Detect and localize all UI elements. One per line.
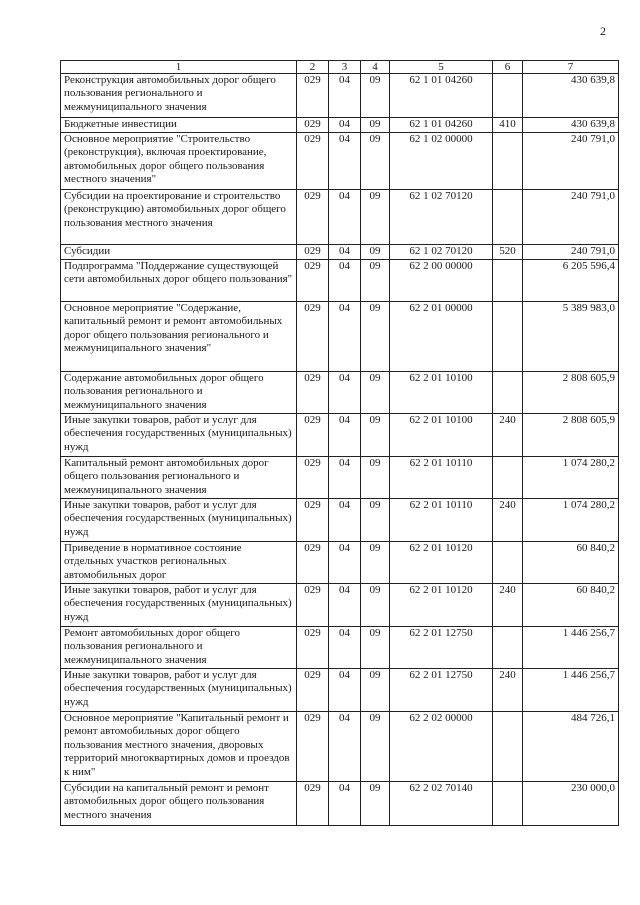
row-amount-cell: 430 639,8: [523, 118, 619, 133]
row-subsection-cell: 09: [361, 118, 390, 133]
header-cell: 4: [361, 61, 390, 74]
row-target-cell: 62 2 01 00000: [390, 302, 493, 372]
header-cell: 5: [390, 61, 493, 74]
table-row: [61, 190, 619, 245]
row-subsection-cell: 09: [361, 372, 390, 414]
row-code-cell: 029: [297, 712, 329, 782]
row-type-cell: 410: [493, 118, 523, 133]
row-subsection-cell: 09: [361, 669, 390, 712]
row-code-cell: 029: [297, 414, 329, 457]
row-subsection-cell: 09: [361, 245, 390, 260]
row-type-cell: [493, 74, 523, 118]
row-amount-cell: 430 639,8: [523, 74, 619, 118]
row-name-cell: Подпрограмма "Поддержание существующей сети автомобильных дорог общего пользования": [61, 260, 297, 302]
row-amount-cell: 230 000,0: [523, 782, 619, 826]
row-section-cell: 04: [329, 118, 361, 133]
row-code-cell: 029: [297, 245, 329, 260]
row-amount-cell: 6 205 596,4: [523, 260, 619, 302]
row-name-cell: Субсидии: [61, 245, 297, 260]
row-target-cell: 62 2 01 10110: [390, 499, 493, 542]
header-row: [61, 61, 619, 74]
row-subsection-cell: 09: [361, 782, 390, 826]
row-name-cell: Капитальный ремонт автомобильных дорог общего пользования регионального и межмуниципального значения: [61, 457, 297, 499]
row-section-cell: 04: [329, 133, 361, 190]
row-code-cell: 029: [297, 584, 329, 627]
row-subsection-cell: 09: [361, 302, 390, 372]
row-name-cell: Иные закупки товаров, работ и услуг для обеспечения государственных (муниципальных) нужд: [61, 669, 297, 712]
row-type-cell: 240: [493, 669, 523, 712]
row-name-cell: Основное мероприятие "Содержание, капитальный ремонт и ремонт автомобильных дорог общего пользования регионального и межмуниципального значения": [61, 302, 297, 372]
row-target-cell: 62 2 01 12750: [390, 627, 493, 669]
row-section-cell: 04: [329, 457, 361, 499]
row-subsection-cell: 09: [361, 542, 390, 584]
row-code-cell: 029: [297, 669, 329, 712]
row-code-cell: 029: [297, 457, 329, 499]
row-type-cell: [493, 133, 523, 190]
row-subsection-cell: 09: [361, 260, 390, 302]
row-subsection-cell: 09: [361, 457, 390, 499]
row-amount-cell: 2 808 605,9: [523, 414, 619, 457]
row-target-cell: 62 1 02 70120: [390, 245, 493, 260]
row-section-cell: 04: [329, 584, 361, 627]
row-section-cell: 04: [329, 542, 361, 584]
row-type-cell: [493, 260, 523, 302]
row-section-cell: 04: [329, 782, 361, 826]
row-subsection-cell: 09: [361, 499, 390, 542]
row-code-cell: 029: [297, 372, 329, 414]
row-code-cell: 029: [297, 499, 329, 542]
row-target-cell: 62 2 01 12750: [390, 669, 493, 712]
header-cell: 7: [523, 61, 619, 74]
row-type-cell: [493, 372, 523, 414]
row-type-cell: [493, 542, 523, 584]
row-target-cell: 62 2 00 00000: [390, 260, 493, 302]
row-code-cell: 029: [297, 133, 329, 190]
row-section-cell: 04: [329, 414, 361, 457]
table-row: [61, 782, 619, 826]
row-name-cell: Содержание автомобильных дорог общего пользования регионального и межмуниципального значения: [61, 372, 297, 414]
row-amount-cell: 240 791,0: [523, 190, 619, 245]
table-row: [61, 627, 619, 669]
table-row: [61, 372, 619, 414]
row-subsection-cell: 09: [361, 627, 390, 669]
row-name-cell: Основное мероприятие "Строительство (реконструкция), включая проектирование, автомобильных дорог общего пользования местного значения": [61, 133, 297, 190]
table-row: [61, 669, 619, 712]
row-section-cell: 04: [329, 712, 361, 782]
row-target-cell: 62 2 02 70140: [390, 782, 493, 826]
row-name-cell: Ремонт автомобильных дорог общего пользования регионального и межмуниципального значения: [61, 627, 297, 669]
table-row: [61, 414, 619, 457]
row-code-cell: 029: [297, 118, 329, 133]
row-section-cell: 04: [329, 74, 361, 118]
row-target-cell: 62 1 02 00000: [390, 133, 493, 190]
table-row: [61, 74, 619, 118]
row-subsection-cell: 09: [361, 190, 390, 245]
row-target-cell: 62 2 01 10120: [390, 542, 493, 584]
row-section-cell: 04: [329, 627, 361, 669]
row-section-cell: 04: [329, 372, 361, 414]
row-code-cell: 029: [297, 74, 329, 118]
row-amount-cell: 484 726,1: [523, 712, 619, 782]
row-type-cell: [493, 712, 523, 782]
header-cell: 1: [61, 61, 297, 74]
row-amount-cell: 1 446 256,7: [523, 627, 619, 669]
row-amount-cell: 1 446 256,7: [523, 669, 619, 712]
row-type-cell: 240: [493, 499, 523, 542]
row-amount-cell: 240 791,0: [523, 245, 619, 260]
row-target-cell: 62 1 01 04260: [390, 74, 493, 118]
row-subsection-cell: 09: [361, 414, 390, 457]
row-name-cell: Субсидии на капитальный ремонт и ремонт автомобильных дорог общего пользования местного значения: [61, 782, 297, 826]
table-row: [61, 260, 619, 302]
table-row: [61, 712, 619, 782]
header-cell: 6: [493, 61, 523, 74]
row-code-cell: 029: [297, 627, 329, 669]
table-row: [61, 133, 619, 190]
row-amount-cell: 60 840,2: [523, 542, 619, 584]
row-name-cell: Иные закупки товаров, работ и услуг для обеспечения государственных (муниципальных) нужд: [61, 414, 297, 457]
row-target-cell: 62 2 01 10110: [390, 457, 493, 499]
page-number: 2: [600, 24, 606, 38]
row-section-cell: 04: [329, 245, 361, 260]
row-name-cell: Субсидии на проектирование и строительство (реконструкцию) автомобильных дорог общего пользования местного значения: [61, 190, 297, 245]
row-code-cell: 029: [297, 542, 329, 584]
row-type-cell: [493, 457, 523, 499]
row-code-cell: 029: [297, 302, 329, 372]
header-cell: 3: [329, 61, 361, 74]
row-subsection-cell: 09: [361, 584, 390, 627]
table-body: [61, 74, 619, 826]
row-target-cell: 62 2 02 00000: [390, 712, 493, 782]
row-target-cell: 62 2 01 10100: [390, 372, 493, 414]
row-type-cell: [493, 302, 523, 372]
row-name-cell: Реконструкция автомобильных дорог общего пользования регионального и межмуниципального значения: [61, 74, 297, 118]
row-name-cell: Приведение в нормативное состояние отдельных участков региональных автомобильных дорог: [61, 542, 297, 584]
row-type-cell: 240: [493, 414, 523, 457]
header-cell: 2: [297, 61, 329, 74]
row-subsection-cell: 09: [361, 712, 390, 782]
table-row: [61, 302, 619, 372]
row-section-cell: 04: [329, 669, 361, 712]
row-name-cell: Иные закупки товаров, работ и услуг для обеспечения государственных (муниципальных) нужд: [61, 499, 297, 542]
row-type-cell: [493, 782, 523, 826]
row-type-cell: [493, 190, 523, 245]
row-amount-cell: 60 840,2: [523, 584, 619, 627]
row-amount-cell: 240 791,0: [523, 133, 619, 190]
budget-table: [60, 60, 619, 826]
table-row: [61, 542, 619, 584]
row-amount-cell: 5 389 983,0: [523, 302, 619, 372]
row-code-cell: 029: [297, 190, 329, 245]
row-section-cell: 04: [329, 260, 361, 302]
row-code-cell: 029: [297, 260, 329, 302]
row-target-cell: 62 1 01 04260: [390, 118, 493, 133]
row-subsection-cell: 09: [361, 133, 390, 190]
table-row: [61, 245, 619, 260]
row-target-cell: 62 2 01 10120: [390, 584, 493, 627]
table-row: [61, 457, 619, 499]
row-section-cell: 04: [329, 302, 361, 372]
row-type-cell: 240: [493, 584, 523, 627]
row-target-cell: 62 1 02 70120: [390, 190, 493, 245]
table-row: [61, 118, 619, 133]
row-section-cell: 04: [329, 499, 361, 542]
row-type-cell: 520: [493, 245, 523, 260]
row-amount-cell: 2 808 605,9: [523, 372, 619, 414]
table-row: [61, 499, 619, 542]
row-amount-cell: 1 074 280,2: [523, 457, 619, 499]
row-type-cell: [493, 627, 523, 669]
row-name-cell: Бюджетные инвестиции: [61, 118, 297, 133]
table-row: [61, 584, 619, 627]
row-code-cell: 029: [297, 782, 329, 826]
row-subsection-cell: 09: [361, 74, 390, 118]
row-section-cell: 04: [329, 190, 361, 245]
row-name-cell: Основное мероприятие "Капитальный ремонт и ремонт автомобильных дорог общего пользования местного значения, дворовых территорий многоквартирных домов и проездов к ним": [61, 712, 297, 782]
row-target-cell: 62 2 01 10100: [390, 414, 493, 457]
row-amount-cell: 1 074 280,2: [523, 499, 619, 542]
row-name-cell: Иные закупки товаров, работ и услуг для обеспечения государственных (муниципальных) нужд: [61, 584, 297, 627]
